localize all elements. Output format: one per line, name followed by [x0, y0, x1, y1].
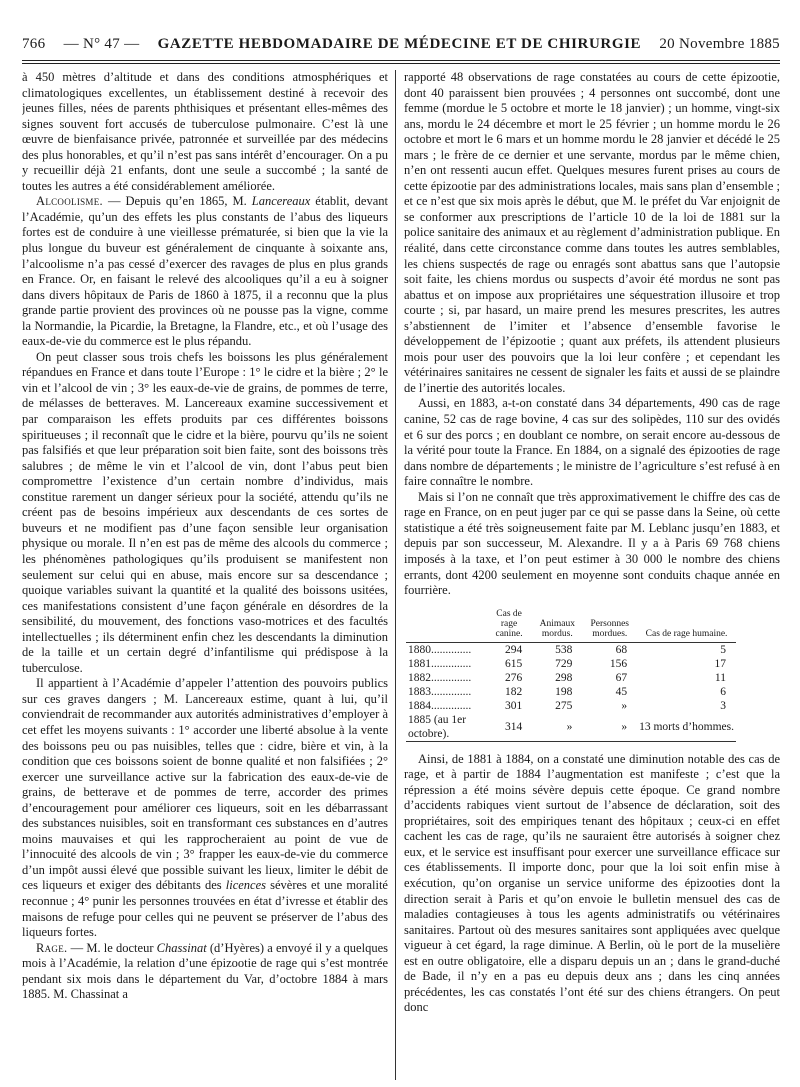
- author-name: Lancereaux: [251, 194, 311, 209]
- text-run: sévères et une moralité reconnue ; 4° punir les personnes trouvées en état d’ivresse et établir des maisons de refuge pour celles qui ne peuvent se préserver de l’abus des liqueurs fortes.: [22, 878, 388, 940]
- table-cell: 729: [555, 657, 573, 670]
- table-row: [406, 685, 736, 699]
- table-cell-year: 1883..............: [408, 685, 472, 698]
- table-header: [406, 609, 486, 643]
- rabies-statistics-table: [406, 609, 736, 742]
- table-cell: 45: [615, 685, 628, 698]
- table-cell: 17: [714, 657, 726, 670]
- table-cell: 276: [504, 671, 523, 684]
- table-cell: 11: [714, 671, 726, 684]
- section-heading-alcoolisme: Alcoolisme.: [36, 194, 103, 209]
- issue-date: 20 Novembre 1885: [659, 36, 780, 52]
- table-cell-year: 1885 (au 1er octobre).: [406, 713, 486, 742]
- table-cell: 298: [555, 671, 573, 684]
- table-cell: »: [582, 713, 637, 742]
- text-run: — Depuis qu’en 1865, M.: [102, 194, 252, 209]
- table-row: [406, 642, 736, 657]
- table-cell-year: 1881..............: [408, 657, 472, 670]
- header-rule: [22, 60, 780, 61]
- table-row: [406, 657, 736, 671]
- right-column: [404, 70, 780, 1080]
- issue-number: — N° 47 —: [63, 36, 140, 52]
- text-run: établit, devant l’Académie, qu’un des effets les plus constants de l’abus des liqueurs fortes est de conduire à une vieillesse prématurée, si bien que la vie la plus longue du buveur est généralement de cinquante à soixante ans, l’alcoolisme n’a pas cessé d’exercer des ravages de plus en plus grands en France. Or, en faisant le relevé des alcooliques qu’il a eu à soigner dans divers hôpitaux de Paris de 1860 à 1875, il a reconnu que la plus grande partie provient des provinces où ne pousse pas la vigne, comme la Normandie, la Picardie, la Bretagne, la Flandre, etc., et où l’usage des eaux-de-vie du commerce est le plus répandu.: [22, 194, 388, 349]
- paragraph-tuberculose: à 450 mètres d’altitude et dans des conditions atmosphériques et climatologiques excellentes, un établissement destiné à recevoir des jeunes filles, nées de parents phthisiques et présentant elles-mêmes des signes souvent fort accusés de tuberculose pulmonaire. C’est là une œuvre de bienfaisance privée, patronnée et surveillée par des médecins des plus honorables, et qu’il n’est pas sans intérêt d’encourager. On a pu y recueillir déjà 21 enfants, dont une seule a succombé ; la santé de toutes les autres a été considérablement améliorée.: [22, 70, 388, 193]
- table-cell: 275: [555, 699, 573, 712]
- column-divider: [395, 70, 396, 1080]
- table-cell: 6: [720, 685, 726, 698]
- table-row: [406, 713, 736, 742]
- text-run: Il appartient à l’Académie d’appeler l’attention des pouvoirs publics sur ces graves dangers ; M. Lancereaux estime, quant à lui, qu’il conviendrait de recommander aux autorités administratives d’employer à cet effet les moyens suivants : 1° accorder une liberté absolue à la vente des boissons peu ou pas nuisibles, telles que : cidre, bière et vin, à la condition que ces boissons soient de bonne qualité et non falsifiées ; 2° exercer une surveillance active sur la fabrication des eaux-de-vie de grains, de betterave et de pommes de terre, accorder des primes d’encouragement pour améliorer ces liqueurs, soit en les débarrassant des substances nuisibles, soit en transformant ces substances en d’autres moins mauvaises et qui les rapprocheraient au point de vue de l’innocuité des alcools de vin ; 3° frapper les eaux-de-vie du commerce d’un impôt aussi élevé que possible suivant les lieux, limiter le débit de ces liqueurs et exiger des débitants des: [22, 676, 388, 893]
- section-heading-rage: Rage.: [36, 940, 68, 955]
- table-header: Cas de rage humaine.: [645, 628, 728, 639]
- table-cell: 68: [582, 642, 637, 657]
- header-rule-thin: [22, 63, 780, 64]
- paragraph-boissons: On peut classer sous trois chefs les boissons les plus généralement répandues en France et dans toute l’Europe : 1° le cidre et la bière ; 2° le vin et l’alcool de vin ; 3° les eaux-de-vie de grains, de pommes de terre, de mélasses de betteraves. M. Lancereaux examine successivement et par comparaison les effets produits par ces différentes boissons spiritueuses ; il reconnaît que le cidre et la bière, pourvu qu’ils ne soient pas falsifiés et que leur préparation soit bien faite, sont des boissons très salubres ; de même le vin et l’alcool de vin, dont l’abus peut bien compromettre l’existence d’un certain nombre d’individus, mais constitue rarement un danger sérieux pour la société, attendu qu’ils ne créent pas de besoins impérieux aux descendants de ces sortes de buveurs et ne modifient pas d’une façon sensible leur organisation physique ou morale. Il n’en est pas de même des alcools du commerce ; les phénomènes pathologiques qu’ils produisent se manifestent non seulement sur celui qui en abuse, mais encore sur sa descendance ; quoique variables suivant la quantité et la qualité des boissons usitées, ces manifestations consistent d’une façon générale en désordres de la sensibilité, du mouvement, des fonctions vaso-motrices et des facultés intellectuelles ; ils déterminent enfin chez les descendants la diminution de la taille et un certain degré d’infantilisme qui prédispose à la tuberculose.: [22, 349, 388, 675]
- table-cell: »: [532, 713, 582, 742]
- text-run: — M. le docteur: [67, 940, 157, 955]
- table-cell-year: 1880..............: [406, 642, 486, 657]
- table-cell: 5: [637, 642, 736, 657]
- italic-term: licences: [225, 878, 267, 893]
- paragraph-observations: rapporté 48 observations de rage constatées au cours de cette épizootie, dont 40 paraissent bien prouvées ; 4 personnes ont succombé, dont une femme (mordue le 5 octobre et morte le 18 janvier) ; un homme, vingt-six ans, mordu le 24 décembre et mort le 25 février ; un homme mordu le 26 octobre et mort le 6 mars et un homme mordu le 28 janvier et décédé le 25 mars ; le frère de ce dernier et une servante, mordus par le même chien, n’en ont ressenti aucun effet. Quelques mesures furent prises au cours de cette épizootie par des administrations locales, mais sans plan d’ensemble ; et ce n’est que six mois après le début, que M. le préfet du Var enjoignit de se conformer aux prescriptions de l’article 10 de la loi de 1881 sur la police sanitaire des animaux et au règlement d’administration publique. En réalité, dans cette circonstance comme dans toutes les autres semblables, les chiens suspectés de rage ou enragés sont abattus sans que l’autopsie soit faite, les chiens mordus ou suspects d’avoir été mordus ne sont pas abattus et on impose aux propriétaires une séquestration illusoire et trop courte ; si, par hasard, un maire prend les mesures prescrites, les autres s’abstiennent de l’imiter et l’absence d’ensemble favorise le développement de l’épizootie ; quant aux préfets, ils attendent plusieurs mois pour user des pouvoirs que la loi leur confère ; et cependant les vétérinaires sanitaires ne cessent de signaler les faits et aussi de se plaindre de l’inertie des autorités locales.: [404, 70, 780, 395]
- page-number: 766: [22, 36, 46, 52]
- paragraph-diminution: Ainsi, de 1881 à 1884, on a constaté une diminution notable des cas de rage, et à partir de 1884 l’augmentation est manifeste ; c’est que la répression a été moins sévère depuis cette époque. Ce grand nombre d’accidents rabiques vient surtout de l’absence de déclaration, soit des propriétaires, soit des empiriques tenant des hôpitaux ; ceux-ci en effet cachent les cas de rage, qu’ils ne sauraient être autorisés à soigner chez eux, et le service est insuffisant pour exercer une surveillance efficace sur ces établissements. Il importe donc, pour que la loi soit enfin mise à exécution, qu’on organise un service uniforme des épizooties dont la direction serait à Paris et qu’on envoie le bulletin mensuel des cas de maladies contagieuses à tous les agents administratifs ou vétérinaires sanitaires. Partout où des mesures sanitaires sont appliquées avec quelque vigueur à cet égard, la rage diminue. A Berlin, où le port de la muselière est en outre obligatoire, elle a disparu depuis un an ; dans le grand-duché de Bade, il n’y en a pas eu depuis deux ans ; dans les cinq années précédentes, les cas constatés l’ont été sur des chiens étrangers. On peut donc: [404, 751, 780, 1015]
- table-cell: 538: [532, 642, 582, 657]
- table-header: Animaux mordus.: [539, 618, 575, 639]
- paragraph-alcoolisme: [22, 194, 388, 349]
- table-header: Cas de rage canine.: [495, 608, 523, 639]
- table-cell-year: 1882..............: [408, 671, 472, 684]
- table-cell: 301: [504, 699, 523, 712]
- table-header-row: [406, 609, 736, 643]
- text-run: (d’Hyères) a envoyé il y a quelques mois à l’Académie, la relation d’une épizootie de rage qui s’est montrée pendant six mois dans le département du Var, d’octobre 1884 à mars 1885. M. Chassinat a: [22, 940, 388, 1002]
- paragraph-departements: Aussi, en 1883, a-t-on constaté dans 34 départements, 490 cas de rage canine, 52 cas de rage bovine, 4 cas sur des solipèdes, 110 sur des ovidés et 6 sur des porcs ; en doublant ce nombre, on serait encore au-dessous de la vérité pour toute la France. En 1884, on a signalé des épizooties de rage dans nombre de départements ; le ministre de l’agriculture s’est refusé à en faire connaître le nombre.: [404, 396, 780, 489]
- author-name: Chassinat: [156, 940, 207, 955]
- table-cell: »: [621, 699, 628, 712]
- table-cell: 182: [504, 685, 523, 698]
- table-cell: 3: [720, 699, 726, 712]
- paragraph-academie: [22, 676, 388, 940]
- table-header: Personnes mordues.: [590, 618, 629, 639]
- table-row: [406, 699, 736, 713]
- paragraph-rage: [22, 941, 388, 1003]
- journal-title: GAZETTE HEBDOMADAIRE DE MÉDECINE ET DE CHIRURGIE: [157, 36, 642, 52]
- table-cell: 13 morts d’hommes.: [637, 713, 736, 742]
- paragraph-statistique: Mais si l’on ne connaît que très approximativement le chiffre des cas de rage en France, on en peut juger par ce qui se passe dans la Seine, où cette statistique a été très soigneusement faite par M. Leblanc jusqu’en 1883, et depuis par son successeur, M. Alexandre. Il y a à Paris 69 768 chiens imposés à la taxe, et l’on peut estimer à 30 000 le nombre des chiens errants, dont 4200 seulement en moyenne sont conduits chaque année en fourrière.: [404, 489, 780, 598]
- table-cell: 314: [486, 713, 532, 742]
- table-cell: 294: [486, 642, 532, 657]
- table-cell: 198: [555, 685, 573, 698]
- table-cell: 67: [615, 671, 628, 684]
- table-cell-year: 1884..............: [408, 699, 472, 712]
- left-column: [22, 70, 388, 1080]
- page-header: [22, 36, 780, 58]
- table-row: [406, 671, 736, 685]
- table-cell: 615: [504, 657, 523, 670]
- table-cell: 156: [609, 657, 628, 670]
